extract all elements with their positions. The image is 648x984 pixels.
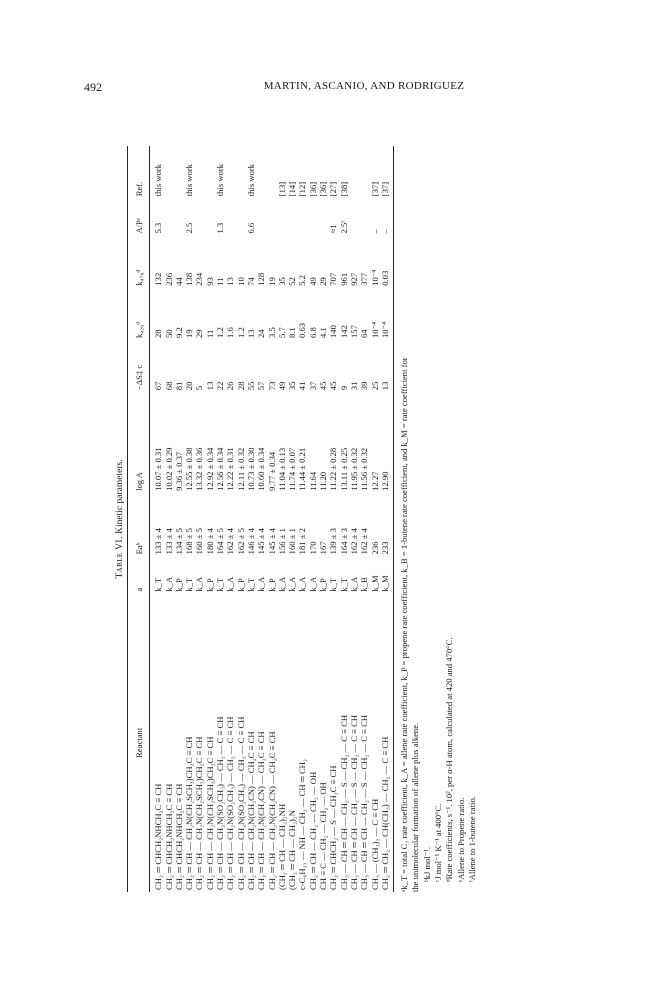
table-cell: 9 xyxy=(338,385,349,391)
table-cell: 146 ± 4 xyxy=(245,528,256,555)
footnote: ᵈRate coefficients, s⁻¹. 10², per α-H atom, calculated at 420 and 470°C. xyxy=(444,637,455,882)
table-caption-text: Kinetic parameters. xyxy=(115,459,125,534)
table-cell: k_M xyxy=(379,575,390,592)
table-cell: 4.1 xyxy=(318,327,329,338)
table-cell: 12.22 ± 0.31 xyxy=(225,447,236,491)
table-cell: 10.02 ± 0.29 xyxy=(163,447,174,491)
table-cell: 35 xyxy=(276,277,287,286)
table-cell: 5 xyxy=(194,385,205,391)
table-cell: 28 xyxy=(235,381,246,391)
table-row xyxy=(339,146,349,892)
table-cell: CH₃ — (CH₂)₂ — C ≡ CH xyxy=(369,798,380,890)
table-cell: 44 xyxy=(173,277,184,286)
column-header: Ref. xyxy=(134,181,144,197)
table-cell xyxy=(174,146,184,198)
table-cell xyxy=(194,146,204,198)
footnote: ᶠAllene to 1-butene ratio. xyxy=(466,796,477,882)
table-cell: k_T xyxy=(245,577,256,592)
table-cell: 12.55 ± 0.38 xyxy=(184,447,195,491)
table-cell: CH₂ ═ CHCH₂NHCH₂C ≡ CH xyxy=(173,783,184,890)
table-cell: [36] xyxy=(307,181,318,197)
table-cell: 927 xyxy=(348,272,359,286)
table-cell xyxy=(225,198,235,235)
table-cell: 11.95 ± 0.32 xyxy=(348,447,359,491)
table-cell xyxy=(194,198,204,235)
table-cell: 29 xyxy=(194,329,205,338)
table-cell: 24 xyxy=(256,329,267,338)
table-cell xyxy=(164,146,174,198)
table-cell: this work xyxy=(184,164,195,197)
table-row xyxy=(150,146,164,892)
table-cell: 68 xyxy=(163,381,174,391)
table-cell xyxy=(297,198,307,235)
column-header: Reactant xyxy=(134,727,144,758)
table-cell: 1.2 xyxy=(235,327,246,338)
table-cell: 181 ± 2 xyxy=(297,528,308,555)
table-cell: 93 xyxy=(204,277,215,286)
table-cell: CH ≡ C — CH₂ — CH₂ — OH xyxy=(318,782,329,890)
table-cell: 64 xyxy=(359,329,370,338)
table-cell: 156 ± 1 xyxy=(276,528,287,555)
table-cell: CH₂ ═ CHCH₂NHCH₂C ≡ CH xyxy=(153,783,164,890)
table-cell xyxy=(349,198,359,235)
table-cell: 41 xyxy=(297,381,308,391)
table-cell: 29 xyxy=(318,277,329,286)
table-cell: 140 xyxy=(328,325,339,338)
table-cell: k_T xyxy=(184,577,195,592)
table-cell: 234 xyxy=(194,272,205,286)
table-cell: 19 xyxy=(184,329,195,338)
table-cell: k_P xyxy=(318,578,329,592)
table-cell: k_A xyxy=(276,576,287,592)
table-cell: 81 xyxy=(173,381,184,391)
table-cell: CH₃ — CH ═ CH — CH₂ — S — CH₂ — C ≡ CH xyxy=(348,714,359,890)
table-cell xyxy=(359,198,369,235)
table-cell: 0.03 xyxy=(379,270,390,286)
table-cell: 10 xyxy=(235,277,246,286)
table-cell: 10⁻⁴ xyxy=(369,269,380,286)
table-cell xyxy=(277,198,287,235)
table-cell: 133 ± 4 xyxy=(163,528,174,555)
column-header: k₄₇₀ᵈ xyxy=(134,269,144,286)
table-cell: 49 xyxy=(276,381,287,391)
table-cell: 961 xyxy=(338,272,349,286)
table-cell: 162 ± 4 xyxy=(225,528,236,555)
table-cell xyxy=(287,198,297,235)
table-cell: [38] xyxy=(338,181,349,197)
table-cell: [14] xyxy=(287,181,298,197)
table-cell: CH₂ ═ CH — CH₂N(SO₂CH₃) — CH₂ — C ≡ CH xyxy=(215,716,226,890)
table-cell: [37] xyxy=(369,181,380,197)
table-cell: this work xyxy=(215,164,226,197)
table-cell: [36] xyxy=(318,181,329,197)
table-cell: k_P xyxy=(173,578,184,592)
table-cell: 73 xyxy=(266,381,277,391)
table-cell: 170 xyxy=(307,541,318,555)
footnotes xyxy=(399,146,478,892)
table-cell: CH₂ ═ CH — CH₂N(CH₂SCH₃)CH₂C ≡ CH xyxy=(194,736,205,890)
table-cell: 13.32 ± 0.36 xyxy=(194,447,205,491)
table-row xyxy=(225,146,235,892)
table-row xyxy=(359,146,369,892)
table-caption xyxy=(113,146,127,892)
table-cell: 11.04 ± 0.13 xyxy=(276,447,287,491)
table-row xyxy=(184,146,194,892)
table-row xyxy=(328,146,338,892)
table-cell: (CH₂ ═ CH — CH₂)₂N xyxy=(287,809,298,890)
table-cell: 6.6 xyxy=(245,222,256,234)
table-cell: 12.11 ± 0.32 xyxy=(235,447,246,491)
rotated-table-block xyxy=(113,146,543,892)
table-cell: 45 xyxy=(318,381,329,391)
table-cell: 13 xyxy=(379,381,390,391)
table-cell: CH₂ ═ CH₂ — CH(CH₃) — CH₂ — C ≡ CH xyxy=(379,736,390,890)
table-cell: [37] xyxy=(379,181,390,197)
table-caption-label: Table VI. xyxy=(115,536,125,579)
table-cell: k_T xyxy=(328,577,339,592)
table-cell: 707 xyxy=(328,272,339,286)
table-cell: k_T xyxy=(153,577,164,592)
column-header: k₄₂₀ᵈ xyxy=(134,322,144,338)
table-cell: 5.3 xyxy=(153,222,164,234)
table-cell: 128 xyxy=(256,272,267,286)
table-cell: 12.27 xyxy=(369,471,380,491)
table-cell: CH₂ ═ CHCH₂ — S — CH₂C ≡ CH xyxy=(328,765,339,890)
table-row xyxy=(349,146,359,892)
table-cell: k_P xyxy=(266,578,277,592)
table-cell: this work xyxy=(245,164,256,197)
table-cell: 12.90 xyxy=(379,471,390,491)
table-cell xyxy=(205,146,215,198)
table-cell: k_M xyxy=(369,575,380,592)
table-cell: 11 xyxy=(215,277,226,286)
table-cell xyxy=(267,146,277,198)
table-cell: 11.56 ± 0.32 xyxy=(359,447,370,491)
table-cell: 139 ± 3 xyxy=(328,528,339,555)
table-cell xyxy=(236,198,246,235)
table-cell: – xyxy=(369,229,380,234)
table-cell: 132 xyxy=(153,272,164,286)
table-cell: 8.1 xyxy=(287,327,298,338)
table-cell: 9.36 ± 0.37 xyxy=(173,451,184,491)
table-cell: 138 xyxy=(184,272,195,286)
table-cell: 10.07 ± 0.31 xyxy=(153,447,164,491)
table-cell: 1.2 xyxy=(215,327,226,338)
table-cell: CH₂ ═ CH — CH₂N(SO₂CH₃) — CH₂ — C ≡ CH xyxy=(225,716,236,890)
table-row xyxy=(205,146,215,892)
table-cell: 11.44 ± 0.21 xyxy=(297,447,308,491)
table-cell: [13] xyxy=(276,181,287,197)
table-cell: 25 xyxy=(369,381,380,391)
footnote: the unimolecular formation of allene plus alkene. xyxy=(410,722,421,892)
table-cell: 162 ± 5 xyxy=(235,528,246,555)
table-cell: 0.63 xyxy=(297,322,308,338)
table-row xyxy=(277,146,287,892)
table-header-row xyxy=(130,146,150,892)
table-cell: 22 xyxy=(215,381,226,391)
table-cell: 37 xyxy=(307,381,318,391)
table-cell xyxy=(267,198,277,235)
page-number: 492 xyxy=(84,80,102,94)
table-cell: CH₂ ═ CHCH₂NHCH₂C ≡ CH xyxy=(163,783,174,890)
table-cell xyxy=(318,198,328,235)
table-cell: 13.11 ± 0.25 xyxy=(338,447,349,491)
table-cell: 11.20 xyxy=(318,471,329,491)
table-row xyxy=(164,146,174,892)
table-cell: CH₃ — CH ═ CH — CH₂ — S — CH₂ — C ≡ CH xyxy=(359,714,370,890)
table-row xyxy=(287,146,297,892)
table-cell: 10⁻⁴ xyxy=(369,321,380,338)
table-cell: 2.5ᶠ xyxy=(338,221,349,234)
table-cell xyxy=(256,146,266,198)
column-header: Eaᵇ xyxy=(134,542,144,555)
table-cell: CH₂ ═ CH — CH₂N(CH₂CN) — CH₂C ≡ CH xyxy=(256,731,267,890)
kinetic-parameters-table xyxy=(130,146,393,892)
table-cell: 1.6 xyxy=(225,327,236,338)
table-cell: 233 xyxy=(379,541,390,555)
table-cell: – xyxy=(379,229,390,234)
table-cell: CH₂ ═ CH — CH₂N(CH₂SCH₃)CH₂C ≡ CH xyxy=(204,736,215,890)
table-cell: [27] xyxy=(328,181,339,197)
table-cell: 1.3 xyxy=(215,222,226,234)
table-row xyxy=(174,146,184,892)
table-cell: 9.2 xyxy=(173,327,184,338)
table-cell: 162 ± 4 xyxy=(359,528,370,555)
top-rule xyxy=(127,146,128,892)
column-header: A/Pᵉ xyxy=(134,217,144,234)
table-cell: 45 xyxy=(328,381,339,391)
table-cell: 5.2 xyxy=(297,275,308,286)
table-row xyxy=(308,146,318,892)
table-cell: 13 xyxy=(225,277,236,286)
table-cell: CH₂ ═ CH — CH₂N(CH₂CN) — CH₂C ≡ CH xyxy=(245,731,256,890)
table-cell: 168 ± 5 xyxy=(184,528,195,555)
table-cell: k_P xyxy=(235,578,246,592)
table-cell: 35 xyxy=(287,381,298,391)
table-cell: CH₂ ═ CH — CH₂N(CH₂CN) — CH₂C ≡ CH xyxy=(266,731,277,890)
table-cell: ≈1 xyxy=(328,224,339,234)
table-row xyxy=(246,146,256,892)
table-cell xyxy=(205,198,215,235)
table-cell: 13 xyxy=(245,329,256,338)
table-cell: 10.60 ± 0.34 xyxy=(256,447,267,491)
table-cell: 49 xyxy=(307,277,318,286)
table-cell: k_A xyxy=(256,576,267,592)
table-cell: 11.74 ± 0.07 xyxy=(287,447,298,491)
table-cell: 5.7 xyxy=(276,327,287,338)
table-cell: CH₂ ═ CH — CH₂N(CH₂SCH₃)CH₂C ≡ CH xyxy=(184,736,195,890)
table-cell: k_T xyxy=(338,577,349,592)
table-cell: 26 xyxy=(225,381,236,391)
table-cell xyxy=(174,198,184,235)
table-cell xyxy=(225,146,235,198)
table-cell: CH₃ — CH ═ CH — CH₂ — S — CH₂ — C ≡ CH xyxy=(338,714,349,890)
table-cell: 377 xyxy=(359,272,370,286)
table-cell: k_A xyxy=(225,576,236,592)
table-cell: 236 xyxy=(369,541,380,555)
column-header: log A xyxy=(134,472,144,491)
table-cell: [12] xyxy=(297,181,308,197)
table-cell: k_T xyxy=(215,577,226,592)
table-cell: k_A xyxy=(348,576,359,592)
table-cell: 160 ± 1 xyxy=(287,528,298,555)
table-row xyxy=(370,146,380,892)
table-row xyxy=(318,146,328,892)
table-row xyxy=(256,146,266,892)
table-cell: 11 xyxy=(204,329,215,338)
table-row xyxy=(215,146,225,892)
table-cell: 2.5 xyxy=(184,222,195,234)
table-cell: 12.92 ± 0.34 xyxy=(204,447,215,491)
table-cell: 133 ± 4 xyxy=(153,528,164,555)
table-cell: (CH₂ ═ CH — CH₂)₂NH xyxy=(276,803,287,890)
table-cell: 20 xyxy=(184,381,195,391)
table-cell: 74 xyxy=(245,277,256,286)
table-cell: 6.8 xyxy=(307,327,318,338)
table-cell: 180 ± 4 xyxy=(204,528,215,555)
table-cell: 167 xyxy=(318,541,329,555)
table-cell: c-C₆H₁₁ — NH — CH₂ — CH ═ CH₂ xyxy=(297,759,308,890)
table-cell: k_A xyxy=(287,576,298,592)
table-cell xyxy=(256,198,266,235)
footnote: ᵇkJ mol⁻¹. xyxy=(421,846,432,882)
table-cell: CH₂ ═ CH — CH₂N(SO₂CH₃) — CH₂ — C ≡ CH xyxy=(235,716,246,890)
footnote: ᵃk_T = total C₃ rate coefficient, k_A = allene rate coefficient, k_P = propene rate coefficient, k_B = 1-butene rate coefficient, and k_M = rate coefficient for xyxy=(399,357,410,892)
table-cell: k_A xyxy=(297,576,308,592)
table-cell: 142 xyxy=(338,325,349,338)
table-cell: 50 xyxy=(163,329,174,338)
table-cell: 19 xyxy=(266,277,277,286)
table-cell: this work xyxy=(153,164,164,197)
table-row xyxy=(380,146,393,892)
column-header: −ΔS‡ c xyxy=(134,364,144,391)
table-cell: k_P xyxy=(204,578,215,592)
column-header: a xyxy=(134,587,144,592)
table-cell: 145 ± 4 xyxy=(256,528,267,555)
table-cell: 57 xyxy=(256,381,267,391)
table-cell: 31 xyxy=(348,381,359,391)
footnote: ᶜJ mol⁻¹ K⁻¹ at 400°C. xyxy=(433,803,444,882)
table-row xyxy=(297,146,307,892)
table-cell: 162 ± 4 xyxy=(348,528,359,555)
table-cell: 145 ± 4 xyxy=(266,528,277,555)
table-cell: 3.5 xyxy=(266,327,277,338)
table-cell: 55 xyxy=(245,381,256,391)
table-cell: 164 ± 3 xyxy=(338,528,349,555)
table-cell: 11.64 xyxy=(307,471,318,491)
table-cell: 9.77 ± 0.34 xyxy=(266,451,277,491)
table-row xyxy=(267,146,277,892)
running-title: MARTIN, ASCANIO, AND RODRIGUEZ xyxy=(263,80,465,92)
table-cell: 134 ± 5 xyxy=(173,528,184,555)
table-cell: 160 ± 5 xyxy=(194,528,205,555)
table-row xyxy=(236,146,246,892)
table-cell: 52 xyxy=(287,277,298,286)
table-cell: 12.56 ± 0.34 xyxy=(215,447,226,491)
table-cell: 164 ± 5 xyxy=(215,528,226,555)
table-body xyxy=(150,146,393,892)
table-cell xyxy=(164,198,174,235)
table-cell xyxy=(359,146,369,198)
table-row xyxy=(194,146,204,892)
table-cell xyxy=(236,146,246,198)
table-cell: k_B xyxy=(359,577,370,592)
table-cell xyxy=(308,198,318,235)
table-cell: k_A xyxy=(194,576,205,592)
footnote: ᵉAllene to Propene ratio. xyxy=(455,797,466,882)
table-cell: k_A xyxy=(307,576,318,592)
table-cell: 11.22 ± 0.28 xyxy=(328,447,339,491)
table-cell: k_A xyxy=(163,576,174,592)
table-cell: 28 xyxy=(153,329,164,338)
table-cell: 13 xyxy=(204,381,215,391)
table-cell: 67 xyxy=(153,381,164,391)
table-cell: 157 xyxy=(348,325,359,338)
table-cell: CH₂ ═ CH — CH₂ — CH₂ — OH xyxy=(307,771,318,890)
table-cell xyxy=(349,146,359,198)
table-cell: 236 xyxy=(163,272,174,286)
table-cell: 39 xyxy=(359,381,370,391)
bottom-rule xyxy=(393,146,394,892)
table-cell: 10⁻⁴ xyxy=(379,321,390,338)
table-cell: 10.73 ± 0.30 xyxy=(245,447,256,491)
